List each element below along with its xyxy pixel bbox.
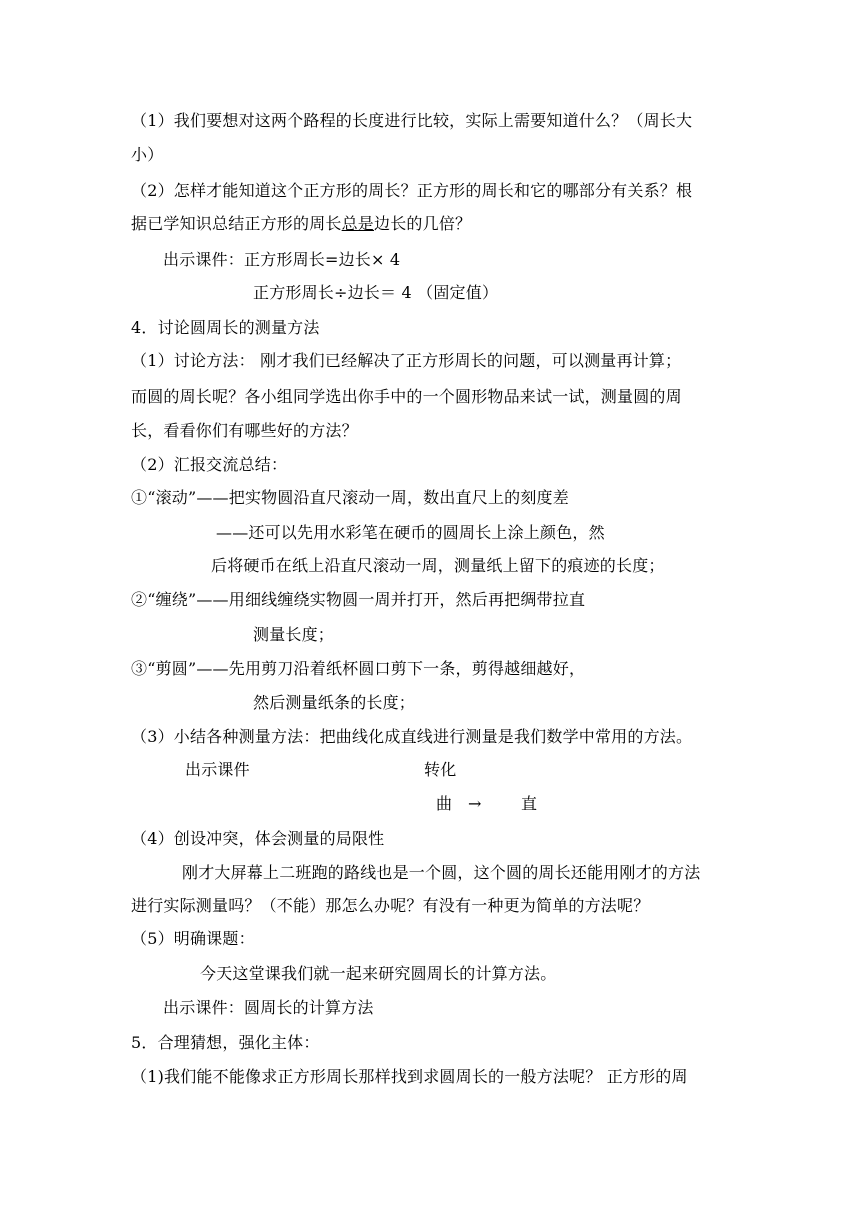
text-line: ——还可以先用水彩笔在硬币的圆周长上涂上颜色，然 [216,523,605,542]
section-heading: 4．讨论圆周长的测量方法 [131,318,320,337]
text-line: （2）汇报交流总结： [131,455,288,474]
text-line: 然后测量纸条的长度； [253,693,416,712]
text-span: 边长的几倍？ [374,214,472,233]
arrow-icon: → [468,794,482,813]
text-line: 长，看看你们有哪些好的方法？ [131,421,358,440]
text-line: （2）怎样才能知道这个正方形的周长？正方形的周长和它的哪部分有关系？根 [131,181,693,200]
underlined-text: 总是 [341,214,375,233]
text-line: 出示课件 [185,760,250,779]
text-line: 曲 [436,794,453,813]
text-line: 转化 [424,760,457,779]
section-heading: 5．合理猜想，强化主体： [131,1033,320,1052]
text-line: 而圆的周长呢？各小组同学选出你手中的一个圆形物品来试一试，测量圆的周 [131,387,682,406]
text-line: ③“剪圆”——先用剪刀沿着纸杯圆口剪下一条，剪得越细越好， [131,659,586,678]
text-line [131,214,471,234]
text-line: 刚才大屏幕上二班跑的路线也是一个圆，这个圆的周长还能用刚才的方法 [182,863,701,882]
text-line: 出示课件：正方形周长=边长× 4 [163,250,401,269]
text-line: （1）讨论方法： 刚才我们已经解决了正方形周长的问题，可以测量再计算； [131,351,682,370]
text-line: 出示课件：圆周长的计算方法 [163,998,374,1017]
text-line: ①“滚动”——把实物圆沿直尺滚动一周，数出直尺上的刻度差 [131,488,569,507]
text-line: 正方形周长÷边长＝ 4 （固定值） [253,283,499,302]
text-line: （4）创设冲突，体会测量的局限性 [131,829,385,848]
text-line: （3）小结各种测量方法：把曲线化成直线进行测量是我们数学中常用的方法。 [131,727,693,746]
text-line: 今天这堂课我们就一起来研究圆周长的计算方法。 [200,964,557,983]
text-line: 小） [131,145,164,164]
text-line: ②“缠绕”——用细线缠绕实物圆一周并打开，然后再把绸带拉直 [131,590,586,609]
text-line: （1）我们要想对这两个路程的长度进行比较，实际上需要知道什么？（周长大 [131,111,693,130]
text-line: 直 [521,794,538,813]
text-line: （5）明确课题： [131,929,255,948]
text-span: 据已学知识总结正方形的周长 [131,214,342,233]
text-line: 测量长度； [253,625,335,644]
text-line: （1)我们能不能像求正方形周长那样找到求圆周长的一般方法呢？ 正方形的周 [131,1067,688,1086]
text-line: 进行实际测量吗？（不能）那怎么办呢？有没有一种更为简单的方法呢？ [131,896,650,915]
text-line: 后将硬币在纸上沿直尺滚动一周，测量纸上留下的痕迹的长度； [211,556,665,575]
